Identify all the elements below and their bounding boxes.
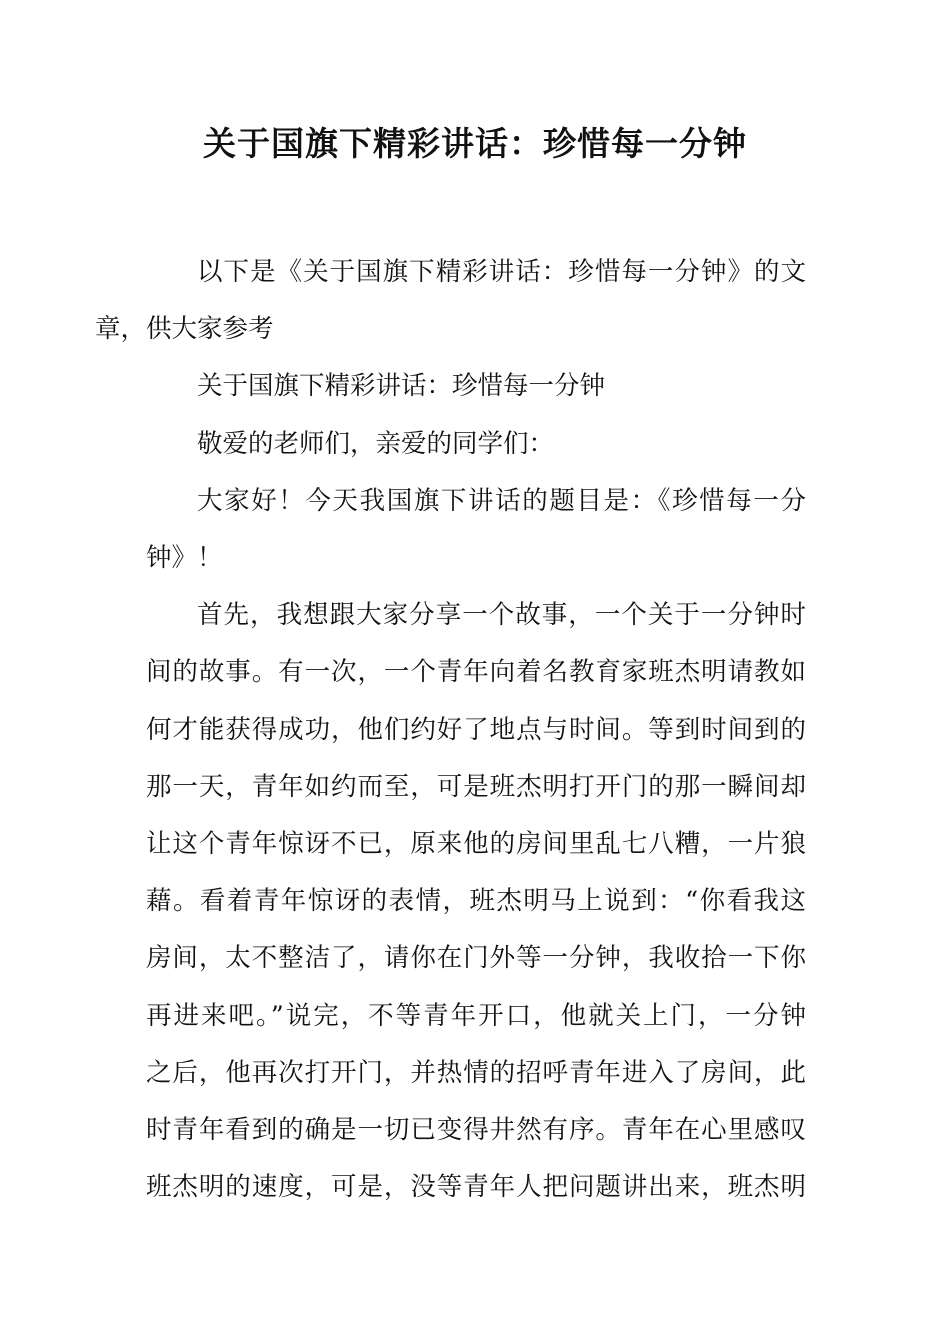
text-line: 首先，我想跟大家分享一个故事，一个关于一分钟时	[197, 600, 806, 631]
paragraph-story	[146, 587, 806, 1216]
text-line: 间的故事。有一次，一个青年向着名教育家班杰明请教如	[146, 657, 806, 688]
document-title: 关于国旗下精彩讲话：珍惜每一分钟	[203, 124, 747, 163]
paragraph-topic	[146, 473, 806, 587]
text-line: 之后，他再次打开门，并热情的招呼青年进入了房间，此	[146, 1057, 806, 1088]
text-line: 敬爱的老师们，亲爱的同学们：	[197, 428, 555, 459]
text-line: 以下是《关于国旗下精彩讲话：珍惜每一分钟》的文	[197, 257, 806, 287]
paragraph-intro	[95, 244, 806, 358]
text-line: 藉。看着青年惊讶的表情，班杰明马上说到：“你看我这	[146, 886, 806, 917]
text-line: 房间，太不整洁了，请你在门外等一分钟，我收拾一下你	[146, 943, 806, 974]
text-line: 章，供大家参考	[95, 314, 274, 345]
text-line: 钟》！	[146, 543, 223, 574]
paragraph-greeting	[146, 416, 806, 473]
text-line: 再进来吧。”说完，不等青年开口，他就关上门，一分钟	[146, 1000, 806, 1031]
document-body	[95, 244, 806, 1216]
text-line: 让这个青年惊讶不已，原来他的房间里乱七八糟，一片狼	[146, 829, 806, 860]
text-line: 大家好！今天我国旗下讲话的题目是：《珍惜每一分	[197, 485, 806, 516]
text-line: 班杰明的速度，可是，没等青年人把问题讲出来，班杰明	[146, 1172, 806, 1203]
text-line: 时青年看到的确是一切已变得井然有序。青年在心里感叹	[146, 1115, 806, 1146]
text-line: 那一天，青年如约而至，可是班杰明打开门的那一瞬间却	[146, 771, 806, 802]
paragraph-subtitle	[146, 358, 806, 415]
text-line: 关于国旗下精彩讲话：珍惜每一分钟	[197, 371, 606, 402]
text-line: 何才能获得成功，他们约好了地点与时间。等到时间到的	[146, 714, 806, 745]
